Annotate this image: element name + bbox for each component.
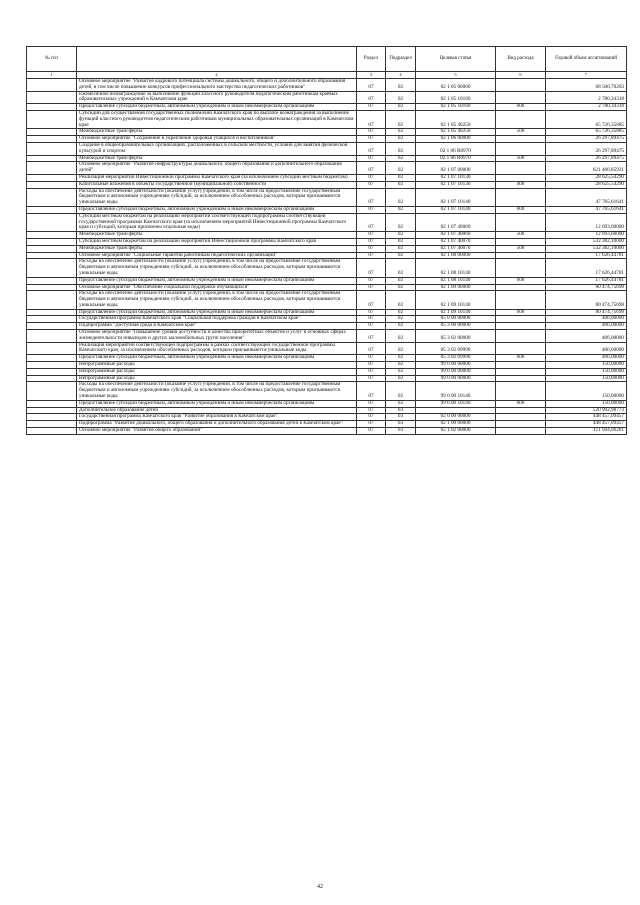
row-target-article-cell: 02 1 07 00000 <box>416 162 496 175</box>
column-number: 7 <box>546 72 627 79</box>
row-amount-cell: 26 297,89475 <box>546 142 627 155</box>
row-subsection-cell: 02 <box>386 188 416 206</box>
row-name-cell: Подпрограмма "Развитие дошкольного, общего образования и дополнительного образования детей в Камчатском крае" <box>77 421 357 428</box>
row-name-cell: Субсидии местным бюджетам на реализацию мероприятий Инвестиционной программы Камчатского края <box>77 238 357 245</box>
row-number-cell <box>27 238 77 245</box>
row-amount-cell: 12 693,60000 <box>546 232 627 239</box>
row-section-cell: 07 <box>357 309 386 316</box>
row-subsection-cell: 02 <box>386 213 416 231</box>
row-subsection-cell: 02 <box>386 323 416 330</box>
row-target-article-cell: 02 1 06 00000 <box>416 136 496 143</box>
row-target-article-cell: 02 1 05 00000 <box>416 79 496 92</box>
table-row <box>27 142 627 155</box>
row-subsection-cell: 02 <box>386 330 416 343</box>
row-number-cell <box>27 213 77 231</box>
row-name-cell: Межбюджетные трансферты <box>77 129 357 136</box>
row-subsection-cell: 02 <box>386 142 416 155</box>
row-section-cell: 07 <box>357 259 386 277</box>
row-expense-type-cell: 600 <box>496 309 546 316</box>
row-expense-type-cell: 500 <box>496 245 546 252</box>
row-section-cell: 07 <box>357 407 386 414</box>
row-number-cell <box>27 155 77 162</box>
table-header-row <box>27 47 627 72</box>
row-expense-type-cell <box>496 375 546 382</box>
row-amount-cell: 150,00000 <box>546 362 627 369</box>
row-target-article-cell: 05 3 02 09990 <box>416 342 496 355</box>
row-number-cell <box>27 414 77 421</box>
row-target-article-cell: 02 1 06 R0970 <box>416 155 496 162</box>
row-amount-cell: 65 726,35885 <box>546 129 627 136</box>
row-name-cell: Государственная программа Камчатского края "Развитие образования в Камчатском крае" <box>77 414 357 421</box>
row-section-cell: 07 <box>357 323 386 330</box>
row-amount-cell: 47 765,61641 <box>546 188 627 206</box>
row-section-cell: 07 <box>357 245 386 252</box>
row-expense-type-cell <box>496 213 546 231</box>
row-expense-type-cell: 600 <box>496 104 546 111</box>
row-amount-cell: 406,00000 <box>546 330 627 343</box>
row-section-cell: 07 <box>357 362 386 369</box>
row-name-cell: Расходы на обеспечение деятельности (оказание услуг) учреждений, в том числе на предоставление государственным бюджетным и автономным учреждениям субсидий, за исключением обособленных расходов, которым присваиваются уникальные коды <box>77 188 357 206</box>
row-expense-type-cell: 400 <box>496 181 546 188</box>
row-name-cell: Непрограммные расходы <box>77 362 357 369</box>
row-amount-cell: 47 765,61641 <box>546 206 627 213</box>
row-amount-cell: 80 474,75698 <box>546 309 627 316</box>
header-expense-type: Вид расхода <box>496 47 546 72</box>
row-name-cell: Основное мероприятие "Развитие инфраструктуры дошкольного, общего образования и дополнительного образования детей" <box>77 162 357 175</box>
table-row <box>27 91 627 104</box>
column-number: 3 <box>357 72 386 79</box>
row-name-cell: Государственная программа Камчатского края "Социальная поддержка граждан в Камчатском крае" <box>77 316 357 323</box>
row-expense-type-cell <box>496 414 546 421</box>
row-section-cell: 07 <box>357 277 386 284</box>
table-row <box>27 79 627 92</box>
row-amount-cell: 17 626,44781 <box>546 259 627 277</box>
row-number-cell <box>27 206 77 213</box>
row-subsection-cell: 02 <box>386 259 416 277</box>
row-name-cell: Предоставление субсидий бюджетным, автономным учреждениям и иным некоммерческим организациям <box>77 400 357 407</box>
row-expense-type-cell: 600 <box>496 400 546 407</box>
header-name <box>77 47 357 72</box>
row-target-article-cell: 02 1 09 00000 <box>416 284 496 291</box>
column-number: 1 <box>27 72 77 79</box>
row-number-cell <box>27 245 77 252</box>
row-target-article-cell: 02 1 07 10130 <box>416 181 496 188</box>
row-target-article-cell: 05 3 02 00000 <box>416 330 496 343</box>
table-row <box>27 259 627 277</box>
row-subsection-cell: 02 <box>386 309 416 316</box>
row-expense-type-cell: 500 <box>496 232 546 239</box>
row-name-cell: Предоставление субсидий бюджетным, автономным учреждениям и иным некоммерческим организациям <box>77 355 357 362</box>
row-section-cell: 07 <box>357 342 386 355</box>
row-target-article-cell: 02 1 09 10140 <box>416 291 496 309</box>
row-subsection-cell: 02 <box>386 129 416 136</box>
table-row <box>27 162 627 175</box>
row-expense-type-cell: 600 <box>496 355 546 362</box>
row-section-cell: 07 <box>357 129 386 136</box>
column-number: 4 <box>386 72 416 79</box>
row-name-cell: Основное мероприятие "Социальные гарантии работникам педагогических организаций" <box>77 252 357 259</box>
row-amount-cell: 532 382,10000 <box>546 238 627 245</box>
row-amount-cell: 150,00000 <box>546 382 627 400</box>
row-target-article-cell: 02 1 05 40250 <box>416 129 496 136</box>
row-name-cell: Реализация мероприятий соответствующей подпрограммы в рамках соответствующей государственной программы Камчатского края, за исключением обособленных расходов, которым присваиваются уникальные коды <box>77 342 357 355</box>
row-expense-type-cell <box>496 330 546 343</box>
row-subsection-cell: 02 <box>386 316 416 323</box>
row-number-cell <box>27 428 77 435</box>
row-target-article-cell: 02 1 00 00000 <box>416 421 496 428</box>
row-amount-cell: 406,00000 <box>546 342 627 355</box>
row-name-cell: Основное мероприятие "Сохранение и укрепление здоровья учащихся и воспитанников" <box>77 136 357 143</box>
table-row <box>27 245 627 252</box>
row-target-article-cell: 05 3 00 00000 <box>416 323 496 330</box>
header-section: Раздел <box>357 47 386 72</box>
row-amount-cell: 2 780,34318 <box>546 104 627 111</box>
row-number-cell <box>27 129 77 136</box>
row-name-cell: Капитальные вложения в объекты государственной (муниципальной) собственности <box>77 181 357 188</box>
row-number-cell <box>27 232 77 239</box>
row-section-cell: 07 <box>357 232 386 239</box>
table-row <box>27 277 627 284</box>
row-name-cell: Предоставление субсидий бюджетным, автономным учреждениям и иным некоммерческим организациям <box>77 104 357 111</box>
row-target-article-cell: 02 0 00 00000 <box>416 414 496 421</box>
row-subsection-cell: 02 <box>386 252 416 259</box>
row-target-article-cell: 02 1 07 40070 <box>416 245 496 252</box>
row-amount-cell: 406,00000 <box>546 323 627 330</box>
row-amount-cell: 17 626,44781 <box>546 277 627 284</box>
row-target-article-cell: 02 1 05 10160 <box>416 91 496 104</box>
row-target-article-cell: 02 1 08 00000 <box>416 252 496 259</box>
row-expense-type-cell <box>496 259 546 277</box>
row-target-article-cell: 02 1 07 10140 <box>416 206 496 213</box>
row-expense-type-cell: 600 <box>496 277 546 284</box>
row-subsection-cell: 02 <box>386 277 416 284</box>
row-amount-cell: 80 474,75698 <box>546 284 627 291</box>
row-expense-type-cell <box>496 362 546 369</box>
row-target-article-cell: 02 1 02 00000 <box>416 428 496 435</box>
row-number-cell <box>27 407 77 414</box>
row-target-article-cell: 99 0 00 00000 <box>416 368 496 375</box>
row-subsection-cell: 02 <box>386 362 416 369</box>
row-subsection-cell: 02 <box>386 232 416 239</box>
row-section-cell: 07 <box>357 79 386 92</box>
row-target-article-cell: 02 1 07 10130 <box>416 174 496 181</box>
row-section-cell: 07 <box>357 382 386 400</box>
row-name-cell: Предоставление субсидий бюджетным, автономным учреждениям и иным некоммерческим организациям <box>77 309 357 316</box>
row-section-cell: 07 <box>357 91 386 104</box>
header-annual-amount: Годовой объем ассигнований <box>546 47 627 72</box>
row-amount-cell: 26 297,89475 <box>546 136 627 143</box>
row-section-cell: 07 <box>357 110 386 128</box>
row-target-article-cell: 02 1 07 10140 <box>416 188 496 206</box>
row-target-article-cell: 02 1 07 40060 <box>416 232 496 239</box>
row-name-cell: Расходы на обеспечение деятельности (оказание услуг) учреждений, в том числе на предоставление государственным бюджетным и автономным учреждениям субсидий, за исключением обособленных расходов, которым присваиваются уникальные коды <box>77 259 357 277</box>
row-section-cell: 07 <box>357 428 386 435</box>
row-name-cell: Непрограммные расходы <box>77 368 357 375</box>
row-section-cell: 07 <box>357 142 386 155</box>
row-expense-type-cell <box>496 162 546 175</box>
row-expense-type-cell: 600 <box>496 206 546 213</box>
row-name-cell: Реализация мероприятий Инвестиционной программы Камчатского края (за исключением субсидий местным бюджетам) <box>77 174 357 181</box>
row-expense-type-cell <box>496 421 546 428</box>
row-expense-type-cell <box>496 110 546 128</box>
row-number-cell <box>27 284 77 291</box>
row-section-cell: 07 <box>357 316 386 323</box>
row-number-cell <box>27 188 77 206</box>
row-amount-cell: 12 693,60000 <box>546 213 627 231</box>
row-section-cell: 07 <box>357 284 386 291</box>
row-section-cell: 07 <box>357 206 386 213</box>
row-section-cell: 07 <box>357 421 386 428</box>
row-subsection-cell: 03 <box>386 428 416 435</box>
row-target-article-cell: 99 0 00 00000 <box>416 362 496 369</box>
row-subsection-cell: 02 <box>386 245 416 252</box>
row-section-cell: 07 <box>357 252 386 259</box>
row-name-cell: Дополнительное образование детей <box>77 407 357 414</box>
row-number-cell <box>27 375 77 382</box>
row-subsection-cell: 03 <box>386 414 416 421</box>
table-row <box>27 330 627 343</box>
page-number: 42 <box>317 884 323 890</box>
row-target-article-cell: 02 1 05 40250 <box>416 110 496 128</box>
row-amount-cell: 448 457,09457 <box>546 421 627 428</box>
row-target-article-cell: 02 1 08 10140 <box>416 259 496 277</box>
row-amount-cell: 68 506,70203 <box>546 79 627 92</box>
row-section-cell: 07 <box>357 414 386 421</box>
row-expense-type-cell <box>496 188 546 206</box>
row-expense-type-cell <box>496 136 546 143</box>
row-subsection-cell: 02 <box>386 181 416 188</box>
budget-table-sheet <box>26 46 626 435</box>
row-target-article-cell: 99 0 00 10140 <box>416 400 496 407</box>
row-number-cell <box>27 382 77 400</box>
row-number-cell <box>27 316 77 323</box>
row-name-cell: Межбюджетные трансферты <box>77 245 357 252</box>
row-number-cell <box>27 181 77 188</box>
row-section-cell: 07 <box>357 213 386 231</box>
row-amount-cell: 150,00000 <box>546 375 627 382</box>
row-number-cell <box>27 291 77 309</box>
row-name-cell: Основное мероприятие "Развитие кадрового потенциала системы дошкольного, общего и дополнительного образования детей, в том числе повышение конкурсов профессионального мастерства педагогических работников" <box>77 79 357 92</box>
row-name-cell: Предоставление субсидий бюджетным, автономным учреждениям и иным некоммерческим организациям <box>77 206 357 213</box>
row-expense-type-cell <box>496 252 546 259</box>
header-subsection: Подраздел <box>386 47 416 72</box>
row-section-cell: 07 <box>357 162 386 175</box>
row-subsection-cell: 02 <box>386 368 416 375</box>
row-subsection-cell: 03 <box>386 421 416 428</box>
table-row <box>27 428 627 435</box>
row-subsection-cell: 02 <box>386 104 416 111</box>
row-name-cell: Расходы на обеспечение деятельности (оказание услуг) учреждений, в том числе на предоставление государственным бюджетным и автономным учреждениям субсидий, за исключением обособленных расходов, которым присваиваются уникальные коды <box>77 382 357 400</box>
row-section-cell: 07 <box>357 400 386 407</box>
row-section-cell: 07 <box>357 188 386 206</box>
row-subsection-cell: 02 <box>386 400 416 407</box>
row-target-article-cell: 02 1 08 10140 <box>416 277 496 284</box>
row-target-article-cell: 02 1 06 R0970 <box>416 142 496 155</box>
row-subsection-cell: 02 <box>386 91 416 104</box>
table-row <box>27 291 627 309</box>
row-expense-type-cell <box>496 91 546 104</box>
row-number-cell <box>27 309 77 316</box>
row-amount-cell: 111 944,06261 <box>546 428 627 435</box>
row-section-cell: 07 <box>357 330 386 343</box>
row-number-cell <box>27 110 77 128</box>
row-expense-type-cell: 500 <box>496 155 546 162</box>
row-section-cell: 07 <box>357 181 386 188</box>
row-subsection-cell: 02 <box>386 342 416 355</box>
column-number: 6 <box>496 72 546 79</box>
row-number-cell <box>27 277 77 284</box>
row-name-cell: Подпрограмма "Доступная среда в Камчатском крае" <box>77 323 357 330</box>
row-amount-cell: 621 466,85931 <box>546 162 627 175</box>
row-name-cell: Непрограммные расходы <box>77 375 357 382</box>
row-amount-cell: 28 625,54290 <box>546 174 627 181</box>
row-amount-cell: 150,00000 <box>546 400 627 407</box>
row-section-cell: 07 <box>357 355 386 362</box>
column-number: 2 <box>77 72 357 79</box>
row-number-cell <box>27 104 77 111</box>
row-subsection-cell: 02 <box>386 136 416 143</box>
row-subsection-cell: 02 <box>386 238 416 245</box>
row-subsection-cell: 02 <box>386 110 416 128</box>
row-number-cell <box>27 368 77 375</box>
row-section-cell: 07 <box>357 375 386 382</box>
row-section-cell: 07 <box>357 136 386 143</box>
row-name-cell: Предоставление субсидий бюджетным, автономным учреждениям и иным некоммерческим организациям <box>77 277 357 284</box>
row-amount-cell: 65 726,35885 <box>546 110 627 128</box>
row-amount-cell: 17 626,44781 <box>546 252 627 259</box>
column-number: 5 <box>416 72 496 79</box>
row-number-cell <box>27 259 77 277</box>
row-amount-cell: 2 780,34318 <box>546 91 627 104</box>
row-section-cell: 07 <box>357 155 386 162</box>
row-name-cell: Расходы на обеспечение деятельности (оказание услуг) учреждений, в том числе на предоставление государственным бюджетным и автономным учреждениям субсидий, за исключением обособленных расходов, которым присваиваются уникальные коды <box>77 291 357 309</box>
row-number-cell <box>27 421 77 428</box>
row-section-cell: 07 <box>357 238 386 245</box>
row-amount-cell: 28 625,54290 <box>546 181 627 188</box>
table-body <box>27 79 627 435</box>
row-expense-type-cell <box>496 428 546 435</box>
row-section-cell: 07 <box>357 104 386 111</box>
row-name-cell: Основное мероприятие "Развитие общего образования" <box>77 428 357 435</box>
row-name-cell: Создание в общеобразовательных организациях, расположенных в сельской местности, условий для занятий физической культурой и спортом <box>77 142 357 155</box>
row-subsection-cell: 02 <box>386 79 416 92</box>
row-number-cell <box>27 91 77 104</box>
row-number-cell <box>27 142 77 155</box>
budget-allocation-table <box>26 46 627 435</box>
row-number-cell <box>27 136 77 143</box>
table-row <box>27 382 627 400</box>
row-expense-type-cell <box>496 342 546 355</box>
row-target-article-cell: 02 1 07 40060 <box>416 213 496 231</box>
row-section-cell: 07 <box>357 174 386 181</box>
row-number-cell <box>27 323 77 330</box>
row-number-cell <box>27 355 77 362</box>
table-row <box>27 342 627 355</box>
row-target-article-cell: 02 1 09 10140 <box>416 309 496 316</box>
row-subsection-cell: 02 <box>386 155 416 162</box>
row-expense-type-cell <box>496 368 546 375</box>
row-subsection-cell: 02 <box>386 375 416 382</box>
row-expense-type-cell <box>496 284 546 291</box>
header-number: № п/п <box>27 47 77 72</box>
row-expense-type-cell <box>496 323 546 330</box>
row-subsection-cell: 02 <box>386 206 416 213</box>
row-number-cell <box>27 342 77 355</box>
row-subsection-cell: 02 <box>386 162 416 175</box>
row-amount-cell: 532 382,10000 <box>546 245 627 252</box>
row-number-cell <box>27 252 77 259</box>
row-subsection-cell: 02 <box>386 382 416 400</box>
row-subsection-cell: 03 <box>386 407 416 414</box>
row-target-article-cell: 05 0 00 00000 <box>416 316 496 323</box>
row-expense-type-cell <box>496 79 546 92</box>
row-subsection-cell: 02 <box>386 291 416 309</box>
row-name-cell: Межбюджетные трансферты <box>77 232 357 239</box>
row-target-article-cell: 99 0 00 10140 <box>416 382 496 400</box>
row-amount-cell: 520 992,98773 <box>546 407 627 414</box>
row-number-cell <box>27 79 77 92</box>
row-number-cell <box>27 174 77 181</box>
row-amount-cell: 406,00000 <box>546 316 627 323</box>
row-expense-type-cell <box>496 316 546 323</box>
table-row <box>27 110 627 128</box>
row-expense-type-cell <box>496 291 546 309</box>
row-target-article-cell: 05 3 02 09990 <box>416 355 496 362</box>
row-expense-type-cell: 500 <box>496 129 546 136</box>
row-number-cell <box>27 162 77 175</box>
row-name-cell: Межбюджетные трансферты <box>77 155 357 162</box>
row-expense-type-cell <box>496 142 546 155</box>
row-number-cell <box>27 400 77 407</box>
row-subsection-cell: 02 <box>386 174 416 181</box>
row-subsection-cell: 02 <box>386 355 416 362</box>
row-amount-cell: 448 457,09457 <box>546 414 627 421</box>
table-row <box>27 213 627 231</box>
row-number-cell <box>27 362 77 369</box>
row-name-cell: Основное мероприятие "Повышение уровня доступности и качества приоритетных объектов и услуг в основных сферах жизнедеятельности инвалидов и других маломобильных групп населения" <box>77 330 357 343</box>
row-section-cell: 07 <box>357 368 386 375</box>
row-amount-cell: 150,00000 <box>546 368 627 375</box>
row-expense-type-cell <box>496 407 546 414</box>
row-name-cell: Субсидии местным бюджетам на реализацию мероприятий соответствующей подпрограммы соответствующей государственной программы Камчатского края (за исключением мероприятий Инвестиционной программы Камчатского края и субсидий, которым присвоены отдельные коды) <box>77 213 357 231</box>
header-target-article: Целевая статья <box>416 47 496 72</box>
row-number-cell <box>27 330 77 343</box>
row-target-article-cell: 99 0 00 00000 <box>416 375 496 382</box>
row-target-article-cell: 02 1 07 40070 <box>416 238 496 245</box>
row-name-cell: Субсидии для осуществления государственных полномочий Камчатского края по выплате вознаграждения за выполнение функций классного руководителя педагогическим работникам муниципальных образовательных организаций в Камчатском крае <box>77 110 357 128</box>
row-name-cell: Основное мероприятие "Обеспечение социальной поддержки обучающихся" <box>77 284 357 291</box>
row-expense-type-cell <box>496 382 546 400</box>
row-amount-cell: 80 474,75698 <box>546 291 627 309</box>
row-target-article-cell: 02 1 05 10160 <box>416 104 496 111</box>
table-row <box>27 188 627 206</box>
row-subsection-cell: 02 <box>386 284 416 291</box>
row-name-cell: Ежемесячное вознаграждение за выполнение функций классного руководителя педагогическим работникам краевых образовательных учреждений в Камчатском крае <box>77 91 357 104</box>
row-section-cell: 07 <box>357 291 386 309</box>
row-amount-cell: 26 297,89475 <box>546 155 627 162</box>
row-amount-cell: 406,00000 <box>546 355 627 362</box>
